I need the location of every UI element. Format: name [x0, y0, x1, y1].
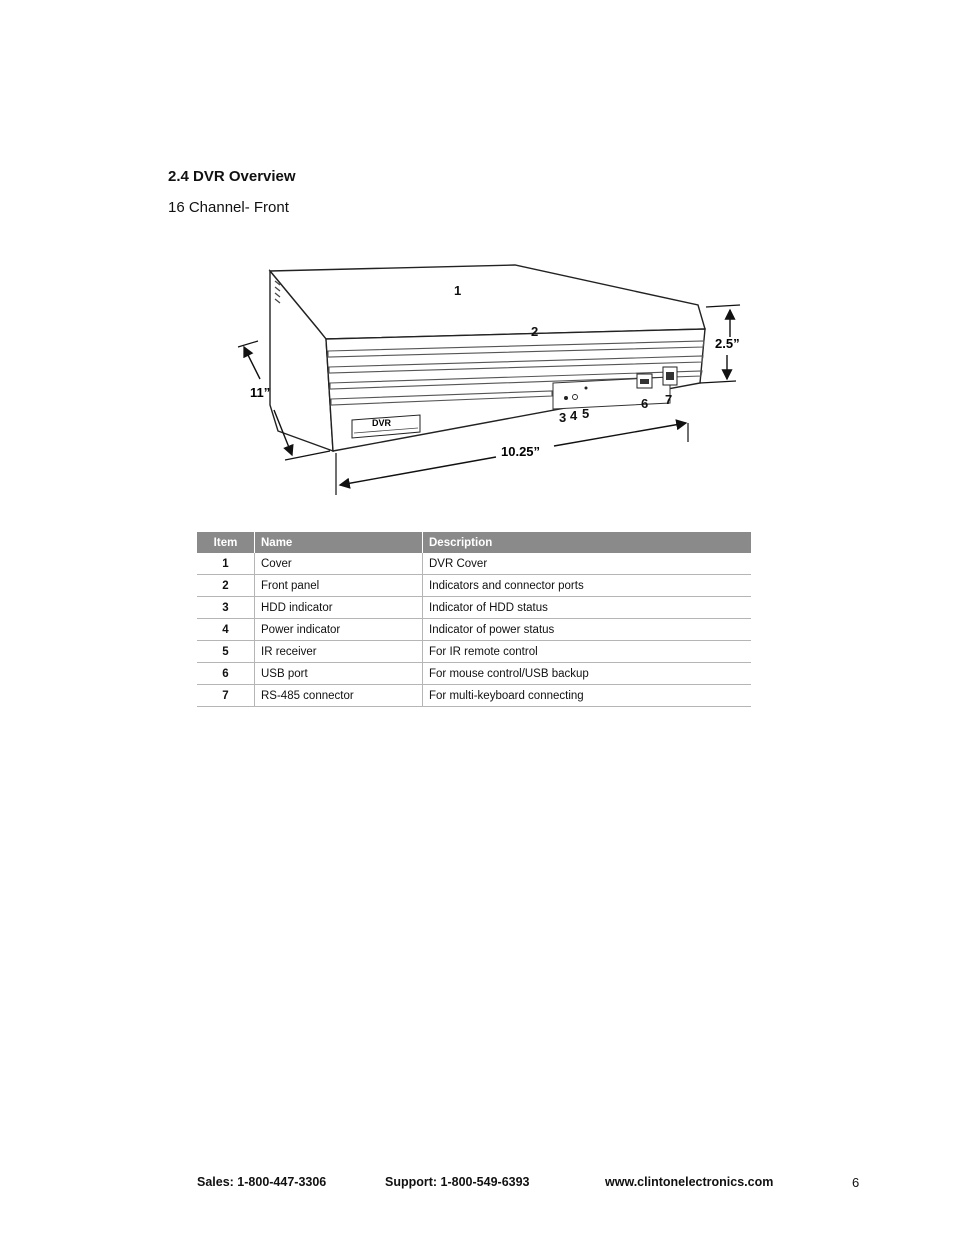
cell-description: For IR remote control	[423, 641, 752, 663]
table-row	[197, 663, 751, 685]
cell-name: RS-485 connector	[255, 685, 423, 707]
dvr-drawing	[230, 255, 760, 505]
table-row	[197, 575, 751, 597]
table-row	[197, 641, 751, 663]
item-table	[197, 532, 751, 707]
cell-description: For mouse control/USB backup	[423, 663, 752, 685]
cell-name: HDD indicator	[255, 597, 423, 619]
section-title: 2.4 DVR Overview	[168, 168, 296, 185]
callout-7: 7	[665, 392, 673, 407]
footer-sales: Sales: 1-800-447-3306	[197, 1175, 327, 1189]
cell-name: Front panel	[255, 575, 423, 597]
table-row	[197, 553, 751, 575]
dvr-badge: DVR	[372, 418, 392, 428]
cell-item: 1	[197, 553, 255, 575]
table-row	[197, 685, 751, 707]
cell-description: For multi-keyboard connecting	[423, 685, 752, 707]
dvr-front-illustration	[230, 255, 760, 505]
col-header-item: Item	[197, 532, 255, 553]
cell-name: Power indicator	[255, 619, 423, 641]
callout-4: 4	[570, 408, 578, 423]
cell-description: DVR Cover	[423, 553, 752, 575]
cell-item: 6	[197, 663, 255, 685]
footer-website: www.clintonelectronics.com	[605, 1175, 774, 1189]
cell-description: Indicators and connector ports	[423, 575, 752, 597]
callout-3: 3	[559, 410, 567, 425]
table-row	[197, 619, 751, 641]
cell-item: 5	[197, 641, 255, 663]
callout-2: 2	[531, 324, 539, 339]
cell-description: Indicator of HDD status	[423, 597, 752, 619]
col-header-name: Name	[255, 532, 423, 553]
dim-width: 10.25”	[501, 444, 541, 459]
table-row	[197, 597, 751, 619]
dim-depth: 11”	[250, 385, 271, 400]
dim-height: 2.5”	[715, 336, 740, 351]
table-header-row	[197, 532, 751, 553]
cell-item: 4	[197, 619, 255, 641]
section-subtitle: 16 Channel- Front	[168, 199, 289, 216]
cell-description: Indicator of power status	[423, 619, 752, 641]
cell-name: USB port	[255, 663, 423, 685]
callout-5: 5	[582, 406, 590, 421]
cell-item: 7	[197, 685, 255, 707]
cell-name: Cover	[255, 553, 423, 575]
cell-item: 2	[197, 575, 255, 597]
col-header-description: Description	[423, 532, 752, 553]
callout-6: 6	[641, 396, 649, 411]
callout-1: 1	[454, 283, 462, 298]
cell-name: IR receiver	[255, 641, 423, 663]
page-number: 6	[852, 1175, 860, 1190]
dvr-cover	[270, 265, 705, 339]
cell-item: 3	[197, 597, 255, 619]
footer-support: Support: 1-800-549-6393	[385, 1175, 530, 1189]
